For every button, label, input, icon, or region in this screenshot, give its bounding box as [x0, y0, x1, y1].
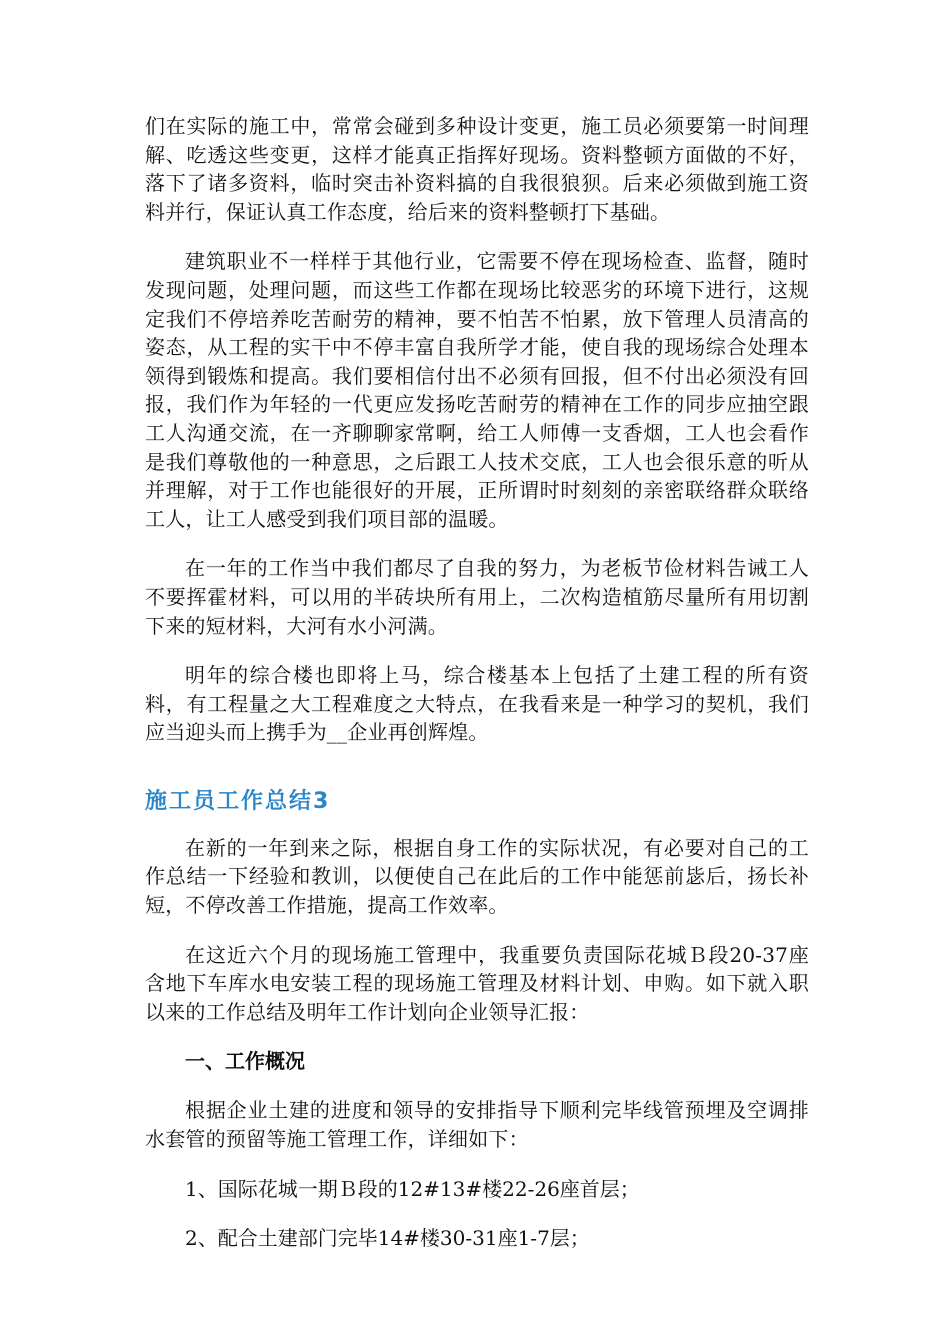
- document-page: [145, 112, 809, 1253]
- paragraph-responsibility: 在这近六个月的现场施工管理中，我重要负责国际花城Ｂ段20-37座含地下车库水电安装工程的现场施工管理及材料计划、申购。如下就入职以来的工作总结及明年工作计划向企业领导汇报：: [145, 942, 809, 1024]
- list-item: 1、国际花城一期Ｂ段的12#13#楼22-26座首层；: [185, 1176, 640, 1201]
- paragraph-intro: 在新的一年到来之际，根据自身工作的实际状况，有必要对自己的工作总结一下经验和教训，以便使自己在此后的工作中能惩前毖后，扬长补短，不停改善工作措施，提高工作效率。: [145, 835, 809, 918]
- paragraph-next-year: 明年的综合楼也即将上马，综合楼基本上包括了土建工程的所有资料，有工程量之大工程难度之大特点，在我看来是一种学习的契机，我们应当迎头而上携手为__企业再创辉煌。: [145, 663, 809, 745]
- paragraph-work-spirit: 建筑职业不一样样于其他行业，它需要不停在现场检查、监督，随时发现问题，处理问题，而这些工作都在现场比较恶劣的环境下进行，这规定我们不停培养吃苦耐劳的精神，要不怕苦不怕累，放下管理人员清高的姿态，从工程的实干中不停丰富自我所学才能，使自我的现场综合处理本领得到锻炼和提高。我们要相信付出不必须有回报，但不付出必须没有回报，我们作为年轻的一代更应发扬吃苦耐劳的精神在工作的同步应抽空跟工人沟通交流，在一齐聊聊家常啊，给工人师傅一支香烟，工人也会看作是我们尊敬他的一种意思，之后跟工人技术交底，工人也会很乐意的听从并理解，对于工作也能很好的开展，正所谓时时刻刻的亲密联络群众联络工人，让工人感受到我们项目部的温暖。: [145, 249, 809, 531]
- paragraph-continuation: 们在实际的施工中，常常会碰到多种设计变更，施工员必须要第一时间理解、吃透这些变更，这样才能真正指挥好现场。资料整顿方面做的不好，落下了诸多资料，临时突击补资料搞的自我很狼狈。后来必须做到施工资料并行，保证认真工作态度，给后来的资料整顿打下基础。: [145, 114, 809, 224]
- paragraph-material-saving: 在一年的工作当中我们都尽了自我的努力，为老板节俭材料告诫工人不要挥霍材料，可以用的半砖块所有用上，二次构造植筋尽量所有用切割下来的短材料，大河有水小河满。: [145, 556, 809, 638]
- subsection-heading: 一、工作概况: [185, 1049, 305, 1074]
- list-item: 2、配合土建部门完毕14#楼30-31座1-7层；: [185, 1226, 590, 1251]
- section-heading: 施工员工作总结3: [145, 788, 331, 814]
- paragraph-work-overview: 根据企业土建的进度和领导的安排指导下顺利完毕线管预埋及空调排水套管的预留等施工管理工作，详细如下：: [145, 1098, 809, 1152]
